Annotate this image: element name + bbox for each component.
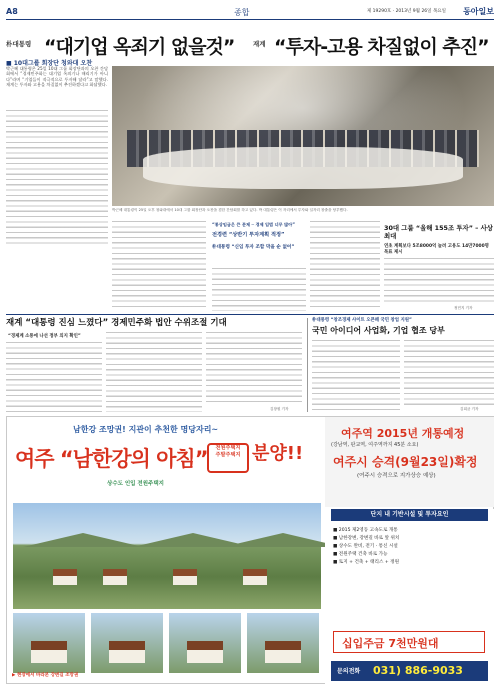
ad-info-panel	[325, 417, 494, 507]
article-text: 박근혜 대통령은 25일 10대 그룹 회장단과의 오찬 간담회에서 “경제민주화는 대기업 옥죄기나 때리기가 아니다”라며 “기업들이 적극적으로 투자해 달라”고 말했다. 재계는 투자와 고용을 차질없이 추진하겠다고 화답했다.	[6, 66, 108, 87]
ad-title: 여주 “남한강의 아침”	[15, 447, 208, 471]
bottom-left-body-3	[206, 332, 302, 406]
ad-photos	[13, 503, 321, 679]
lead-quote-president: “대기업 옥죄기 없을것”	[44, 36, 235, 58]
page-header	[6, 6, 494, 20]
paper-name: 동아일보	[463, 7, 494, 16]
bottom-left-kicker: “경제계 소통에 나선 정부 의지 확인”	[8, 334, 81, 339]
ad-thumbnails	[13, 613, 321, 673]
lead-quote-business: “투자-고용 차질없이 추진”	[274, 36, 489, 58]
house-shape	[243, 569, 267, 585]
bottom-right-kicker: 朴대통령 “창조경제 사이트 오픈해 국민 창업 지원”	[312, 318, 412, 323]
ad-stamp-line2: 주말주택지	[215, 452, 241, 458]
house-shape	[187, 641, 223, 663]
house-shape	[109, 641, 145, 663]
article-body-left-continued	[6, 110, 108, 244]
house-shape	[265, 641, 301, 663]
right-story-headline: 30대 그룹 “올해 155조 투자” – 사상 최대	[384, 224, 493, 240]
ad-bullet: ■ 남한강변, 강변길 바로 앞 위치	[333, 536, 400, 541]
photo-caption: 박근혜 대통령이 25일 오후 청와대에서 10대 그룹 회장단과 오찬을 겸한 간담회를 하고 있다. 박 대통령은 이 자리에서 투자와 일자리 창출을 당부했다.	[112, 208, 348, 212]
ad-footer-note: ▶ 현장에서 바라본 강변길 조망권	[12, 673, 79, 678]
house-shape	[31, 641, 67, 663]
ad-bullet: ■ 토지 + 건축 + 태리스 + 정원	[333, 560, 400, 565]
ad-investment-panel	[325, 509, 494, 685]
ad-stamp-line1: 전원주택지	[215, 445, 241, 451]
ad-phone-number: 031) 886-9033	[373, 664, 463, 677]
ad-bullet: ■ 전원주택 건축 바로 가능	[333, 552, 388, 557]
bottom-right-byline: 김희균 기자	[460, 407, 479, 411]
bottom-left-headline: 재계 “대통령 진심 느꼈다” 경제민주화 법안 수위조절 기대	[6, 318, 227, 328]
box-body	[212, 268, 306, 311]
box-kicker: “통상임금은 큰 문제 ─ 경제 입법 너무 많아”	[212, 222, 295, 227]
ad-info-line1: 여주역 2015년 개통예정	[341, 427, 465, 440]
lead-headline	[6, 24, 494, 56]
house-shape	[173, 569, 197, 585]
lead-subhead: ■ 10대그룹 회장단 청와대 오찬	[6, 60, 93, 67]
box-title2: 朴대통령 “신임 투자 조합 막을 순 없어”	[212, 245, 295, 250]
house-shape	[53, 569, 77, 585]
article-body-col2	[112, 221, 206, 311]
right-story-body	[384, 258, 494, 305]
main-photo	[112, 66, 494, 206]
ad-info-line3: 여주시 승격(9월23일)확정	[333, 455, 478, 469]
ad-info-line2: (강남역, 판교역, 여주역까지 45분 소요)	[331, 442, 419, 448]
ad-landscape-photo	[13, 503, 321, 609]
ad-phone-label: 문의전화	[337, 668, 361, 675]
lead-speaker-president: 朴대통령	[6, 40, 32, 48]
bottom-right-body-1	[312, 340, 400, 412]
ad-stamp	[207, 443, 249, 473]
ad-thumbnail	[247, 613, 319, 673]
ad-price: 십입주금 7천만원대	[342, 637, 439, 650]
ad-panel-heading: 단지 내 기반시설 및 투자요인	[331, 509, 488, 521]
ad-sale-label: 분양!!	[252, 443, 304, 464]
mountain-shape	[23, 533, 143, 547]
bottom-left-body-1	[6, 342, 102, 412]
section-divider	[6, 314, 494, 315]
section-name: 종합	[234, 8, 250, 17]
ad-info-line4: (여주시 승격으로 지가상승 예상)	[357, 473, 436, 479]
ad-phone-box	[331, 661, 488, 681]
ad-price-box	[333, 631, 485, 653]
box-title: 전경련 “상반기 투자계획 적정”	[212, 232, 285, 238]
right-story-deck: 연초 계획보다 5조8000억 늘려 고용도 14만7000명 목표 제시	[384, 244, 489, 255]
house-shape	[103, 569, 127, 585]
column-divider	[307, 318, 308, 412]
ad-bullet: ■ 2015 제2영동 고속도로 개통	[333, 528, 398, 533]
bottom-right-body-2	[404, 340, 494, 406]
issue-info: 제 19290호 · 2013년 9월 26일 목요일	[366, 9, 446, 14]
ad-bullet: ■ 상수도 완비, 전기 · 통신 시설	[333, 544, 398, 549]
real-estate-ad	[6, 416, 494, 684]
right-story-byline: 정민지 기자	[454, 306, 473, 310]
ad-thumbnail	[91, 613, 163, 673]
ad-kicker: 남한강 조망권! 지관이 추천한 명당자리~	[73, 425, 219, 434]
page-number: A8	[6, 7, 18, 16]
photo-table	[143, 147, 464, 189]
ad-thumbnail	[13, 613, 85, 673]
article-body-col4	[310, 221, 380, 311]
lead-speaker-business: 재계	[253, 40, 266, 48]
bottom-right-headline: 국민 아이디어 사업화, 기업 협조 당부	[312, 326, 445, 335]
bottom-left-byline: 김창원 기자	[270, 407, 289, 411]
bottom-left-body-2	[106, 332, 202, 412]
ad-subtitle: 상수도 인입 전원주택지	[107, 481, 164, 487]
ad-thumbnail	[169, 613, 241, 673]
